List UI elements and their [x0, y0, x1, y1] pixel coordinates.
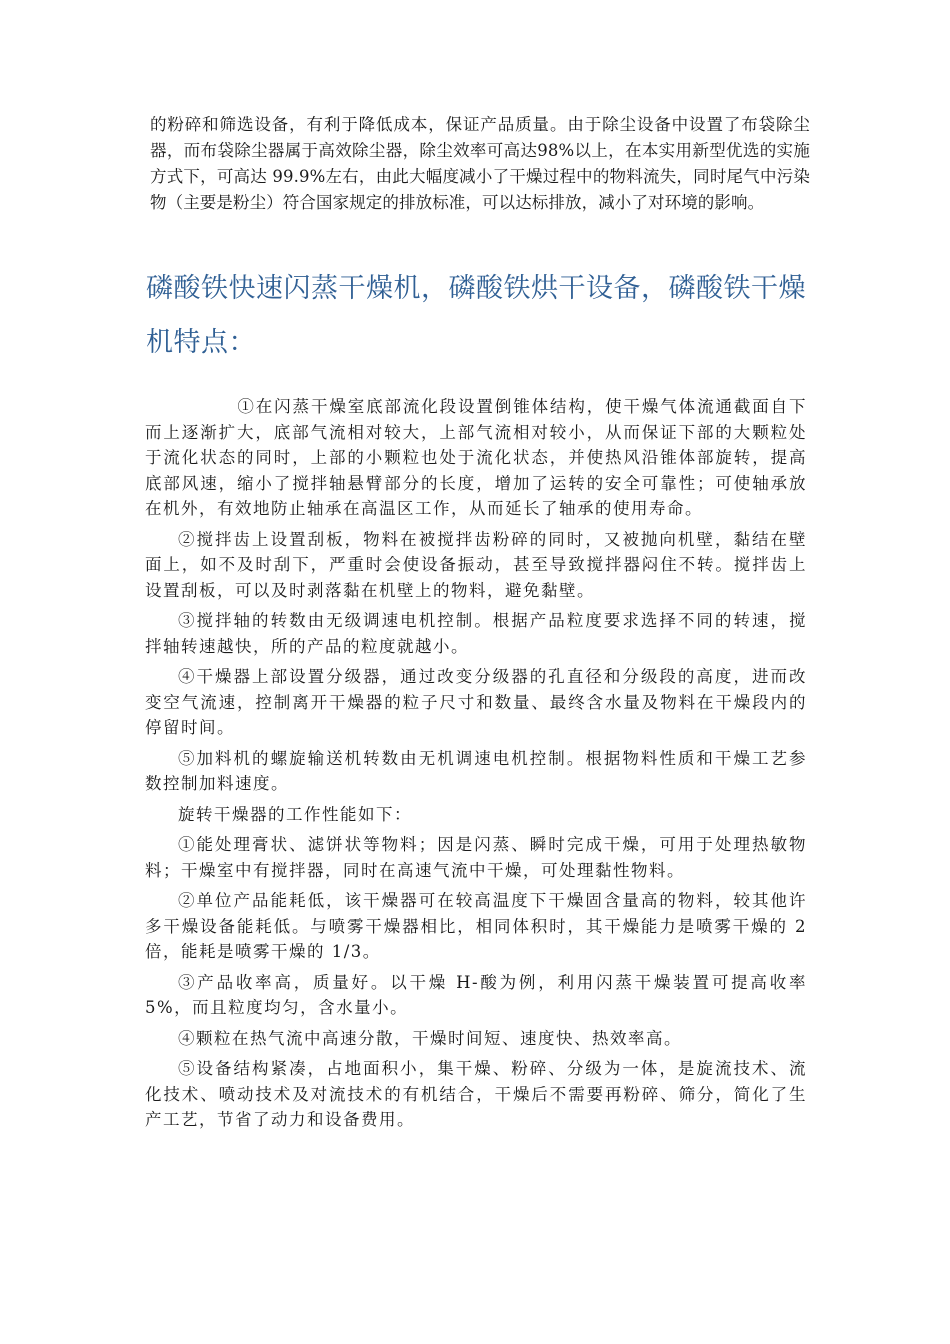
feature-paragraph-5: ⑤加料机的螺旋输送机转数由无机调速电机控制。根据物料性质和干燥工艺参数控制加料速度。 — [145, 748, 807, 793]
feature-paragraph-2: ②搅拌齿上设置刮板，物料在被搅拌齿粉碎的同时，又被抛向机壁，黏结在壁面上，如不及时刮下，严重时会使设备振动，甚至导致搅拌器闷住不转。搅拌齿上设置刮板，可以及时剥落黏在机壁上的物料，避免黏壁。 — [145, 529, 807, 600]
performance-intro: 旋转干燥器的工作性能如下： — [178, 804, 412, 824]
feature-paragraph-3: ③搅拌轴的转数由无级调速电机控制。根据产品粒度要求选择不同的转速，搅拌轴转速越快，所的产品的粒度就越小。 — [145, 611, 807, 656]
feature-paragraph-4: ④干燥器上部设置分级器，通过改变分级器的孔直径和分级段的高度，进而改变空气流速，控制离开干燥器的粒子尺寸和数量、最终含水量及物料在干燥段内的停留时间。 — [145, 667, 807, 737]
intro-paragraph: 的粉碎和筛选设备，有利于降低成本，保证产品质量。由于除尘设备中设置了布袋除尘器，而布袋除尘器属于高效除尘器，除尘效率可高达98%以上，在本实用新型优选的实施方式下，可高达 99.9%左右，由此大幅度减小了干燥过程中的物料流失，同时尾气中污染物（主要是粉尘）符合国家规定的排放标准，可以达标排放，减小了对环境的影响。 — [150, 115, 810, 212]
performance-paragraph-1: ①能处理膏状、滤饼状等物料；因是闪蒸、瞬时完成干燥，可用于处理热敏物料；干燥室中有搅拌器，同时在高速气流中干燥，可处理黏性物料。 — [145, 835, 807, 880]
feature-list — [145, 394, 807, 1138]
section-heading: 磷酸铁快速闪蒸干燥机，磷酸铁烘干设备，磷酸铁干燥机特点： — [146, 273, 806, 358]
performance-paragraph-2: ②单位产品能耗低，该干燥器可在较高温度下干燥固含量高的物料，较其他许多干燥设备能耗低。与喷雾干燥器相比，相同体积时，其干燥能力是喷雾干燥的 2 倍，能耗是喷雾干燥的 1/3。 — [145, 891, 807, 961]
performance-paragraph-4: ④颗粒在热气流中高速分散，干燥时间短、速度快、热效率高。 — [178, 1028, 682, 1048]
feature-paragraph-1: ①在闪蒸干燥室底部流化段设置倒锥体结构，使干燥气体流通截面自下而上逐渐扩大，底部气流相对较大，上部气流相对较小，从而保证下部的大颗粒处于流化状态的同时，上部的小颗粒也处于流化状态，并使热风沿锥体部旋转，提高底部风速，缩小了搅拌轴悬臂部分的长度，增加了运转的安全可靠性；可使轴承放在机外，有效地防止轴承在高温区工作，从而延长了轴承的使用寿命。 — [145, 397, 807, 518]
performance-paragraph-5: ⑤设备结构紧凑，占地面积小，集干燥、粉碎、分级为一体，是旋流技术、流化技术、喷动技术及对流技术的有机结合，干燥后不需要再粉碎、筛分，简化了生产工艺，节省了动力和设备费用。 — [145, 1059, 807, 1129]
performance-paragraph-3: ③产品收率高，质量好。以干燥 H-酸为例，利用闪蒸干燥装置可提高收率 5%，而且粒度均匀，含水量小。 — [145, 972, 807, 1017]
